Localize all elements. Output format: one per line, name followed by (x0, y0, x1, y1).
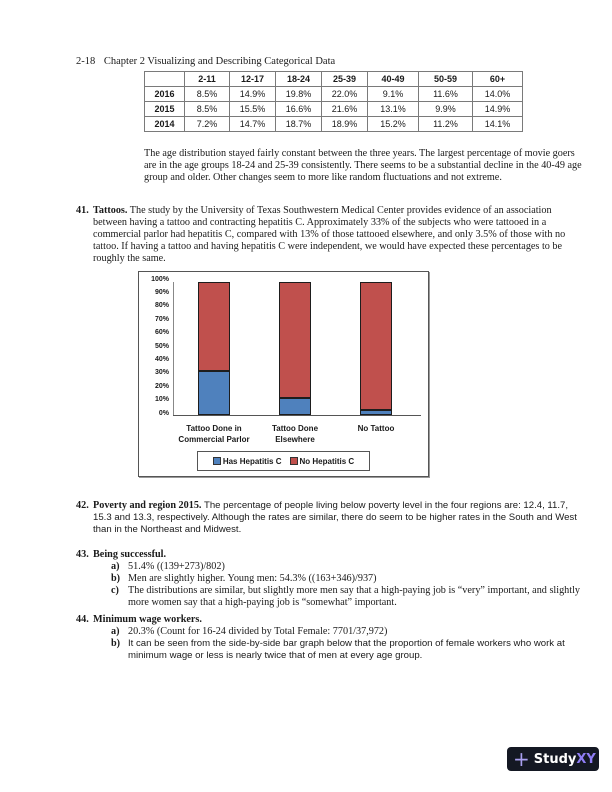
question-text: The percentage of people living below poverty level in the four regions are: 12.4, 11.7, 15.3 and 13.3, respectively. Although the rates are similar, there do seem to be higher rates in the South and West than in the Northeast and Midwest. (93, 500, 577, 535)
legend-swatch-icon (213, 457, 221, 465)
bar-segment-no-hepatitis (360, 282, 392, 410)
question-text: The study by the University of Texas Southwestern Medical Center provides evidence of an association between having a tattoo and contracting hepatitis C. Approximately 33% of the subjects who were tattooed in a commercial parlor had hepatitis C, compared with 13% of those tattooed elsewhere, and only 3.5% of those with no tattoo. If having a tattoo and having hepatitis C were independent, we would have expected these percentages to be roughly the same. (93, 205, 566, 264)
answer-item (111, 561, 586, 573)
x-category-label (250, 423, 340, 445)
column-header: 40-49 (368, 72, 419, 87)
y-tick-label: 40% (154, 356, 169, 363)
table-cell: 8.5% (185, 87, 230, 102)
question-title: Minimum wage workers. (93, 614, 202, 625)
question-41 (76, 205, 586, 265)
y-tick-label: 80% (154, 302, 169, 309)
bar-commercial-parlor (198, 282, 230, 415)
column-header: 12-17 (230, 72, 276, 87)
table-cell: 14.1% (473, 117, 523, 132)
row-year: 2016 (145, 87, 185, 102)
answer-text: 51.4% ((139+273)/802) (128, 561, 225, 572)
table-cell: 11.6% (419, 87, 473, 102)
answer-text: 20.3% (Count for 16-24 divided by Total Female: 7701/37,972) (128, 626, 388, 637)
bar-no-tattoo (360, 282, 392, 415)
bar-elsewhere (279, 282, 311, 415)
bar-segment-no-hepatitis (279, 282, 311, 398)
y-tick-label: 90% (154, 289, 169, 296)
answer-letter: b) (111, 573, 121, 584)
y-tick-label: 50% (154, 343, 169, 350)
brand-name (534, 752, 596, 767)
answer-item (111, 638, 586, 662)
table-cell: 21.6% (322, 102, 368, 117)
question-number: 43. (76, 549, 89, 560)
answer-letter: b) (111, 638, 121, 649)
question-number: 44. (76, 614, 89, 625)
row-year: 2014 (145, 117, 185, 132)
table-cell: 18.7% (276, 117, 322, 132)
table-cell: 14.0% (473, 87, 523, 102)
table-row (145, 117, 523, 132)
column-header: 25-39 (322, 72, 368, 87)
bar-segment-has-hepatitis (198, 371, 230, 415)
y-tick-label: 60% (154, 329, 169, 336)
table-cell: 11.2% (419, 117, 473, 132)
answer-item (111, 585, 586, 609)
bar-segment-has-hepatitis (279, 398, 311, 415)
question-42 (76, 500, 586, 536)
question-number: 41. (76, 205, 89, 216)
table-header-row (145, 72, 523, 87)
column-header: 2-11 (185, 72, 230, 87)
x-label-line: Commercial Parlor (178, 435, 250, 444)
table-cell: 15.5% (230, 102, 276, 117)
y-tick-label: 20% (154, 383, 169, 390)
table-cell: 14.9% (230, 87, 276, 102)
x-label-line: Tattoo Done in (186, 424, 242, 433)
table-cell: 22.0% (322, 87, 368, 102)
question-44 (76, 614, 586, 662)
chapter-title: Chapter 2 Visualizing and Describing Categorical Data (103, 56, 336, 67)
brand-accent: XY (576, 751, 596, 767)
hepatitis-stacked-bar-chart (138, 271, 429, 477)
brand-main: Study (533, 751, 577, 767)
column-header: 50-59 (419, 72, 473, 87)
y-tick-label: 10% (154, 396, 169, 403)
x-label-line: No Tattoo (357, 424, 395, 433)
legend-label: No Hepatitis C (299, 456, 355, 466)
x-category-label (169, 423, 259, 445)
table-cell: 7.2% (185, 117, 230, 132)
table-cell: 19.8% (276, 87, 322, 102)
table-cell: 14.9% (473, 102, 523, 117)
y-tick-label: 0% (158, 410, 169, 417)
age-commentary: The age distribution stayed fairly constant between the three years. The largest percentage of movie goers are in the age groups 18-24 and 25-39 consistently. There seems to be a substantial decline in the 40-49 age group and older. Other changes seem to more like random fluctuations and not extreme. (144, 148, 582, 183)
bar-segment-no-hepatitis (198, 282, 230, 371)
table-cell: 9.1% (368, 87, 419, 102)
table-cell: 8.5% (185, 102, 230, 117)
x-label-line: Tattoo Done (271, 424, 319, 433)
column-header: 18-24 (276, 72, 322, 87)
answer-item (111, 573, 586, 585)
legend-item-has-hepatitis (213, 457, 282, 466)
table-row (145, 87, 523, 102)
page-number: 2-18 (76, 56, 96, 67)
answer-letter: c) (111, 585, 119, 596)
table-row (145, 102, 523, 117)
table-cell: 14.7% (230, 117, 276, 132)
answer-text: Men are slightly higher. Young men: 54.3% ((163+346)/937) (128, 573, 377, 584)
table-cell: 9.9% (419, 102, 473, 117)
legend-swatch-icon (290, 457, 298, 465)
table-cell: 18.9% (322, 117, 368, 132)
x-axis (173, 415, 421, 416)
x-category-label (331, 423, 421, 434)
age-distribution-table (144, 71, 523, 132)
question-title: Being successful. (93, 549, 167, 560)
table-cell: 16.6% (276, 102, 322, 117)
y-tick-label: 30% (154, 369, 169, 376)
y-tick-label: 70% (154, 316, 169, 323)
table-cell: 13.1% (368, 102, 419, 117)
column-header (145, 72, 185, 87)
answer-item (111, 626, 586, 638)
bar-segment-has-hepatitis (360, 410, 392, 415)
page-header (76, 56, 335, 67)
answer-text: The distributions are similar, but slightly more men say that a high-paying job is “very” important, and slightly more women say that a high-paying job is “somewhat” important. (128, 585, 581, 608)
y-tick-label: 100% (151, 276, 169, 283)
answer-letter: a) (111, 626, 120, 637)
question-title: Poverty and region 2015. (93, 500, 202, 511)
column-header: 60+ (473, 72, 523, 87)
legend-item-no-hepatitis (290, 457, 355, 466)
y-axis (173, 282, 174, 416)
studyxy-badge[interactable] (507, 747, 599, 771)
answer-text: It can be seen from the side-by-side bar graph below that the proportion of female workers who work at minimum wage or less is nearly twice that of men at every age group. (128, 638, 565, 661)
x-label-line: Elsewhere (275, 435, 315, 444)
plus-icon: + (513, 747, 530, 771)
question-43 (76, 549, 586, 609)
question-title: Tattoos. (93, 205, 128, 216)
question-number: 42. (76, 500, 89, 511)
legend-label: Has Hepatitis C (222, 456, 282, 466)
table-cell: 15.2% (368, 117, 419, 132)
row-year: 2015 (145, 102, 185, 117)
answer-letter: a) (111, 561, 120, 572)
chart-legend (197, 451, 370, 471)
